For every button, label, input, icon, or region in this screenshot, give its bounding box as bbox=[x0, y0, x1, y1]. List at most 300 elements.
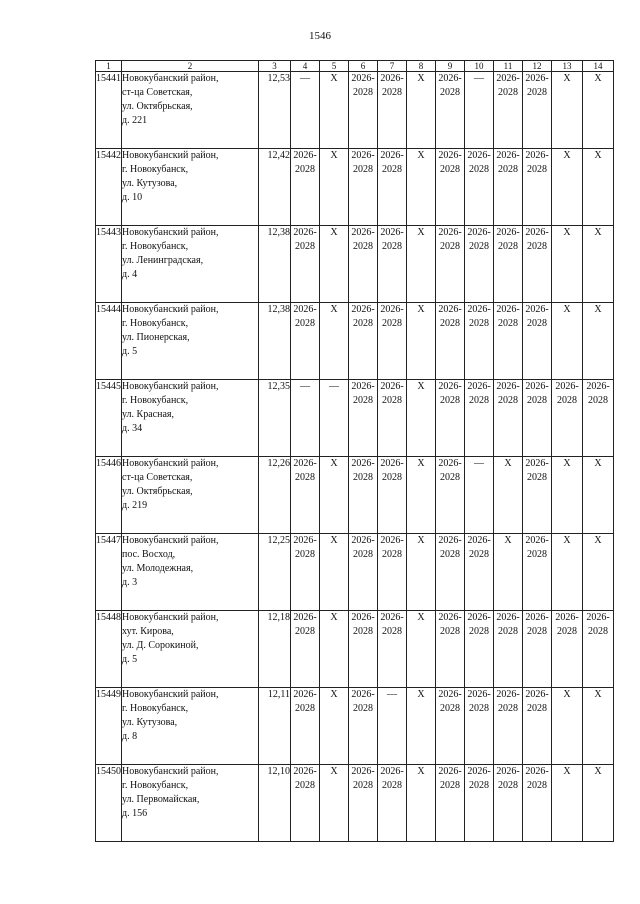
address-line: Новокубанский район, bbox=[122, 73, 219, 84]
row-id: 15449 bbox=[96, 688, 122, 765]
value-cell-col-8 bbox=[407, 380, 436, 457]
value-line: 2028 bbox=[527, 703, 547, 714]
value-text bbox=[378, 611, 406, 639]
value-line: 2028 bbox=[353, 318, 373, 329]
column-number-6: 6 bbox=[349, 61, 378, 72]
value-text bbox=[583, 380, 613, 408]
value-line: 2026- bbox=[380, 381, 404, 392]
value-text bbox=[349, 226, 377, 254]
value-text: X bbox=[594, 150, 602, 161]
address-line: д. 5 bbox=[122, 654, 138, 665]
value-text bbox=[523, 457, 551, 485]
address-line: ул. Октябрьская, bbox=[122, 101, 193, 112]
value-cell-col-4 bbox=[291, 149, 320, 226]
value-line: 2028 bbox=[588, 626, 608, 637]
address-line: Новокубанский район, bbox=[122, 689, 219, 700]
value-text bbox=[349, 457, 377, 485]
value-line: 2026- bbox=[496, 227, 520, 238]
value-line: 2028 bbox=[469, 395, 489, 406]
value-text: X bbox=[563, 458, 571, 469]
value-text bbox=[523, 611, 551, 639]
value-cell-col-8 bbox=[407, 765, 436, 842]
value-text bbox=[436, 765, 464, 793]
value-text: X bbox=[594, 304, 602, 315]
value-cell-col-5 bbox=[320, 534, 349, 611]
value-line: 2026- bbox=[467, 766, 491, 777]
value-text: — bbox=[474, 458, 484, 469]
value-cell-col-6 bbox=[349, 457, 378, 534]
value-line: 2026- bbox=[467, 689, 491, 700]
value-line: 2028 bbox=[498, 626, 518, 637]
address-line: ул. Пионерская, bbox=[122, 332, 190, 343]
value-cell-col-6 bbox=[349, 688, 378, 765]
value-line: 2028 bbox=[498, 241, 518, 252]
value-cell-col-8 bbox=[407, 303, 436, 380]
value-line: 2028 bbox=[440, 549, 460, 560]
value-text bbox=[378, 380, 406, 408]
value-text bbox=[523, 149, 551, 177]
value-cell-col-9 bbox=[436, 303, 465, 380]
value-cell-col-7 bbox=[378, 303, 407, 380]
area-cell: 12,35 bbox=[259, 380, 291, 457]
value-cell-col-6 bbox=[349, 149, 378, 226]
value-line: 2028 bbox=[353, 549, 373, 560]
value-line: 2026- bbox=[496, 381, 520, 392]
value-cell-col-13 bbox=[552, 149, 583, 226]
value-line: 2026- bbox=[380, 612, 404, 623]
value-line: 2028 bbox=[440, 703, 460, 714]
value-line: 2026- bbox=[438, 304, 462, 315]
value-line: 2026- bbox=[496, 766, 520, 777]
address-line: Новокубанский район, bbox=[122, 766, 219, 777]
value-cell-col-8 bbox=[407, 688, 436, 765]
value-text: X bbox=[563, 150, 571, 161]
area-cell: 12,10 bbox=[259, 765, 291, 842]
value-line: 2028 bbox=[295, 626, 315, 637]
value-cell-col-4 bbox=[291, 534, 320, 611]
value-cell-col-12 bbox=[523, 380, 552, 457]
value-text bbox=[436, 611, 464, 639]
value-cell-col-14 bbox=[583, 149, 614, 226]
value-line: 2026- bbox=[293, 535, 317, 546]
address-line: д. 5 bbox=[122, 346, 138, 357]
value-cell-col-4 bbox=[291, 765, 320, 842]
value-text bbox=[494, 303, 522, 331]
value-cell-col-14 bbox=[583, 380, 614, 457]
value-cell-col-9 bbox=[436, 72, 465, 149]
value-line: 2028 bbox=[527, 318, 547, 329]
value-cell-col-10 bbox=[465, 457, 494, 534]
value-line: 2026- bbox=[438, 150, 462, 161]
value-line: 2028 bbox=[353, 703, 373, 714]
area-cell: 12,38 bbox=[259, 303, 291, 380]
value-line: 2028 bbox=[440, 626, 460, 637]
value-line: 2028 bbox=[527, 241, 547, 252]
address-line: д. 34 bbox=[122, 423, 143, 434]
value-cell-col-14 bbox=[583, 457, 614, 534]
value-text bbox=[291, 226, 319, 254]
value-line: 2028 bbox=[382, 626, 402, 637]
area-cell: 12,26 bbox=[259, 457, 291, 534]
value-line: 2026- bbox=[525, 73, 549, 84]
value-text bbox=[494, 149, 522, 177]
value-text bbox=[436, 149, 464, 177]
value-cell-col-4 bbox=[291, 226, 320, 303]
address-line: д. 3 bbox=[122, 577, 138, 588]
value-text: X bbox=[563, 689, 571, 700]
value-text: X bbox=[563, 73, 571, 84]
value-cell-col-4 bbox=[291, 380, 320, 457]
value-line: 2028 bbox=[440, 472, 460, 483]
value-cell-col-9 bbox=[436, 457, 465, 534]
address-line: Новокубанский район, bbox=[122, 612, 219, 623]
value-text bbox=[378, 457, 406, 485]
value-line: 2026- bbox=[467, 535, 491, 546]
value-cell-col-9 bbox=[436, 380, 465, 457]
address-cell bbox=[122, 149, 259, 226]
value-cell-col-6 bbox=[349, 611, 378, 688]
value-text bbox=[523, 303, 551, 331]
value-line: 2026- bbox=[380, 766, 404, 777]
table-row bbox=[96, 765, 614, 842]
address-cell bbox=[122, 380, 259, 457]
value-text: X bbox=[330, 612, 338, 623]
address-line: ул. Октябрьская, bbox=[122, 486, 193, 497]
value-text bbox=[523, 534, 551, 562]
value-cell-col-9 bbox=[436, 688, 465, 765]
value-line: 2026- bbox=[496, 689, 520, 700]
value-text bbox=[523, 688, 551, 716]
value-line: 2026- bbox=[438, 227, 462, 238]
address-line: ул. Д. Сорокиной, bbox=[122, 640, 199, 651]
value-cell-col-13 bbox=[552, 457, 583, 534]
value-line: 2026- bbox=[586, 612, 610, 623]
value-line: 2028 bbox=[353, 472, 373, 483]
value-line: 2026- bbox=[293, 612, 317, 623]
value-cell-col-6 bbox=[349, 226, 378, 303]
value-cell-col-12 bbox=[523, 303, 552, 380]
value-cell-col-7 bbox=[378, 765, 407, 842]
table-row bbox=[96, 534, 614, 611]
value-line: 2028 bbox=[498, 87, 518, 98]
address-line: д. 221 bbox=[122, 115, 148, 126]
value-line: 2026- bbox=[496, 150, 520, 161]
value-cell-col-11 bbox=[494, 765, 523, 842]
value-text bbox=[523, 380, 551, 408]
value-cell-col-4 bbox=[291, 303, 320, 380]
row-id: 15443 bbox=[96, 226, 122, 303]
value-text bbox=[378, 149, 406, 177]
value-line: 2028 bbox=[440, 780, 460, 791]
value-line: 2026- bbox=[496, 73, 520, 84]
address-line: д. 219 bbox=[122, 500, 148, 511]
value-line: 2028 bbox=[527, 395, 547, 406]
value-cell-col-10 bbox=[465, 303, 494, 380]
value-text: X bbox=[563, 766, 571, 777]
area-cell: 12,25 bbox=[259, 534, 291, 611]
value-cell-col-4 bbox=[291, 611, 320, 688]
value-text: X bbox=[330, 227, 338, 238]
value-text bbox=[436, 457, 464, 485]
value-line: 2026- bbox=[380, 150, 404, 161]
value-cell-col-9 bbox=[436, 534, 465, 611]
value-text bbox=[436, 303, 464, 331]
value-cell-col-14 bbox=[583, 765, 614, 842]
value-cell-col-11 bbox=[494, 149, 523, 226]
value-line: 2026- bbox=[351, 304, 375, 315]
value-line: 2028 bbox=[557, 626, 577, 637]
address-line: пос. Восход, bbox=[122, 549, 176, 560]
value-cell-col-11 bbox=[494, 303, 523, 380]
value-text: X bbox=[330, 73, 338, 84]
value-text bbox=[494, 226, 522, 254]
value-line: 2026- bbox=[525, 689, 549, 700]
column-number-10: 10 bbox=[465, 61, 494, 72]
value-line: 2028 bbox=[382, 241, 402, 252]
column-number-7: 7 bbox=[378, 61, 407, 72]
column-number-13: 13 bbox=[552, 61, 583, 72]
value-line: 2026- bbox=[438, 73, 462, 84]
value-cell-col-6 bbox=[349, 72, 378, 149]
value-line: 2026- bbox=[293, 458, 317, 469]
row-id: 15442 bbox=[96, 149, 122, 226]
value-cell-col-12 bbox=[523, 611, 552, 688]
value-cell-col-13 bbox=[552, 72, 583, 149]
column-number-3: 3 bbox=[259, 61, 291, 72]
value-line: 2026- bbox=[467, 227, 491, 238]
value-line: 2028 bbox=[382, 549, 402, 560]
address-cell bbox=[122, 226, 259, 303]
value-cell-col-8 bbox=[407, 72, 436, 149]
value-text: — bbox=[329, 381, 339, 392]
value-line: 2026- bbox=[380, 73, 404, 84]
value-cell-col-13 bbox=[552, 765, 583, 842]
column-number-9: 9 bbox=[436, 61, 465, 72]
value-line: 2028 bbox=[498, 703, 518, 714]
value-text: X bbox=[417, 381, 425, 392]
value-text: X bbox=[417, 150, 425, 161]
value-cell-col-6 bbox=[349, 534, 378, 611]
value-line: 2026- bbox=[380, 458, 404, 469]
value-line: 2028 bbox=[295, 780, 315, 791]
value-text: X bbox=[563, 535, 571, 546]
value-cell-col-11 bbox=[494, 534, 523, 611]
value-cell-col-7 bbox=[378, 380, 407, 457]
address-line: ст-ца Советская, bbox=[122, 87, 193, 98]
address-line: г. Новокубанск, bbox=[122, 164, 189, 175]
value-line: 2026- bbox=[351, 150, 375, 161]
address-line: д. 8 bbox=[122, 731, 138, 742]
value-text bbox=[349, 765, 377, 793]
value-line: 2026- bbox=[467, 150, 491, 161]
address-line: ул. Кутузова, bbox=[122, 717, 178, 728]
value-text: X bbox=[417, 73, 425, 84]
value-cell-col-9 bbox=[436, 149, 465, 226]
value-cell-col-10 bbox=[465, 765, 494, 842]
value-cell-col-7 bbox=[378, 226, 407, 303]
value-cell-col-8 bbox=[407, 534, 436, 611]
value-cell-col-10 bbox=[465, 226, 494, 303]
housing-table bbox=[95, 60, 614, 842]
value-line: 2028 bbox=[295, 318, 315, 329]
table-row bbox=[96, 688, 614, 765]
value-text bbox=[349, 534, 377, 562]
column-number-row bbox=[96, 61, 614, 72]
address-line: г. Новокубанск, bbox=[122, 780, 189, 791]
column-number-1: 1 bbox=[96, 61, 122, 72]
column-number-5: 5 bbox=[320, 61, 349, 72]
value-line: 2028 bbox=[469, 241, 489, 252]
column-number-8: 8 bbox=[407, 61, 436, 72]
value-cell-col-13 bbox=[552, 380, 583, 457]
value-text bbox=[436, 72, 464, 100]
value-line: 2028 bbox=[498, 318, 518, 329]
address-line: Новокубанский район, bbox=[122, 458, 219, 469]
address-line: ул. Кутузова, bbox=[122, 178, 178, 189]
value-cell-col-5 bbox=[320, 611, 349, 688]
value-text bbox=[291, 457, 319, 485]
value-cell-col-10 bbox=[465, 72, 494, 149]
address-line: Новокубанский район, bbox=[122, 150, 219, 161]
value-line: 2026- bbox=[525, 150, 549, 161]
address-cell bbox=[122, 72, 259, 149]
value-line: 2028 bbox=[295, 703, 315, 714]
value-line: 2028 bbox=[353, 395, 373, 406]
value-line: 2026- bbox=[380, 535, 404, 546]
address-line: Новокубанский район, bbox=[122, 227, 219, 238]
value-text: — bbox=[387, 689, 397, 700]
area-cell: 12,42 bbox=[259, 149, 291, 226]
address-line: Новокубанский район, bbox=[122, 535, 219, 546]
value-cell-col-11 bbox=[494, 688, 523, 765]
value-cell-col-12 bbox=[523, 149, 552, 226]
value-line: 2026- bbox=[496, 304, 520, 315]
table-row bbox=[96, 380, 614, 457]
value-text: X bbox=[594, 458, 602, 469]
value-line: 2028 bbox=[295, 164, 315, 175]
value-text bbox=[465, 534, 493, 562]
address-cell bbox=[122, 611, 259, 688]
value-text: X bbox=[330, 150, 338, 161]
value-cell-col-9 bbox=[436, 611, 465, 688]
value-line: 2028 bbox=[382, 780, 402, 791]
value-line: 2026- bbox=[525, 458, 549, 469]
value-text: X bbox=[417, 766, 425, 777]
row-id: 15448 bbox=[96, 611, 122, 688]
column-number-2: 2 bbox=[122, 61, 259, 72]
table-row bbox=[96, 72, 614, 149]
value-line: 2026- bbox=[438, 535, 462, 546]
value-line: 2026- bbox=[555, 612, 579, 623]
value-text: X bbox=[594, 73, 602, 84]
value-text: X bbox=[330, 458, 338, 469]
value-text bbox=[291, 765, 319, 793]
value-cell-col-5 bbox=[320, 303, 349, 380]
value-line: 2028 bbox=[498, 395, 518, 406]
area-cell: 12,11 bbox=[259, 688, 291, 765]
value-line: 2028 bbox=[382, 395, 402, 406]
value-line: 2026- bbox=[467, 612, 491, 623]
address-cell bbox=[122, 534, 259, 611]
row-id: 15447 bbox=[96, 534, 122, 611]
value-line: 2028 bbox=[353, 780, 373, 791]
value-cell-col-8 bbox=[407, 457, 436, 534]
address-line: ст-ца Советская, bbox=[122, 472, 193, 483]
value-line: 2028 bbox=[382, 318, 402, 329]
value-line: 2028 bbox=[527, 164, 547, 175]
value-cell-col-12 bbox=[523, 457, 552, 534]
value-line: 2028 bbox=[382, 472, 402, 483]
address-line: г. Новокубанск, bbox=[122, 703, 189, 714]
value-text bbox=[436, 380, 464, 408]
value-line: 2028 bbox=[469, 780, 489, 791]
table-row bbox=[96, 149, 614, 226]
area-cell: 12,38 bbox=[259, 226, 291, 303]
address-line: хут. Кирова, bbox=[122, 626, 174, 637]
value-cell-col-13 bbox=[552, 534, 583, 611]
value-text: X bbox=[330, 535, 338, 546]
value-cell-col-7 bbox=[378, 457, 407, 534]
value-line: 2028 bbox=[382, 87, 402, 98]
value-text bbox=[378, 226, 406, 254]
value-line: 2026- bbox=[438, 381, 462, 392]
value-cell-col-14 bbox=[583, 226, 614, 303]
value-cell-col-5 bbox=[320, 226, 349, 303]
value-cell-col-12 bbox=[523, 72, 552, 149]
value-line: 2026- bbox=[525, 535, 549, 546]
value-line: 2026- bbox=[293, 766, 317, 777]
value-line: 2026- bbox=[351, 535, 375, 546]
value-text: — bbox=[300, 381, 310, 392]
value-cell-col-11 bbox=[494, 457, 523, 534]
value-text: X bbox=[330, 766, 338, 777]
value-text bbox=[494, 611, 522, 639]
value-text: X bbox=[417, 535, 425, 546]
value-text bbox=[494, 688, 522, 716]
value-cell-col-7 bbox=[378, 688, 407, 765]
value-text bbox=[494, 72, 522, 100]
table-row bbox=[96, 226, 614, 303]
value-cell-col-8 bbox=[407, 149, 436, 226]
value-text bbox=[291, 688, 319, 716]
value-cell-col-10 bbox=[465, 380, 494, 457]
value-line: 2026- bbox=[586, 381, 610, 392]
value-text: X bbox=[330, 689, 338, 700]
row-id: 15450 bbox=[96, 765, 122, 842]
value-cell-col-4 bbox=[291, 688, 320, 765]
value-cell-col-11 bbox=[494, 380, 523, 457]
value-line: 2026- bbox=[351, 227, 375, 238]
address-cell bbox=[122, 303, 259, 380]
value-text bbox=[349, 611, 377, 639]
value-line: 2028 bbox=[295, 472, 315, 483]
value-text bbox=[436, 226, 464, 254]
value-cell-col-8 bbox=[407, 226, 436, 303]
value-cell-col-4 bbox=[291, 457, 320, 534]
value-line: 2028 bbox=[440, 87, 460, 98]
value-cell-col-10 bbox=[465, 611, 494, 688]
value-line: 2028 bbox=[382, 164, 402, 175]
value-line: 2028 bbox=[557, 395, 577, 406]
value-text: X bbox=[594, 689, 602, 700]
value-line: 2026- bbox=[525, 304, 549, 315]
value-line: 2026- bbox=[525, 766, 549, 777]
value-cell-col-11 bbox=[494, 611, 523, 688]
address-cell bbox=[122, 457, 259, 534]
value-text bbox=[465, 611, 493, 639]
value-line: 2026- bbox=[293, 227, 317, 238]
value-cell-col-7 bbox=[378, 534, 407, 611]
